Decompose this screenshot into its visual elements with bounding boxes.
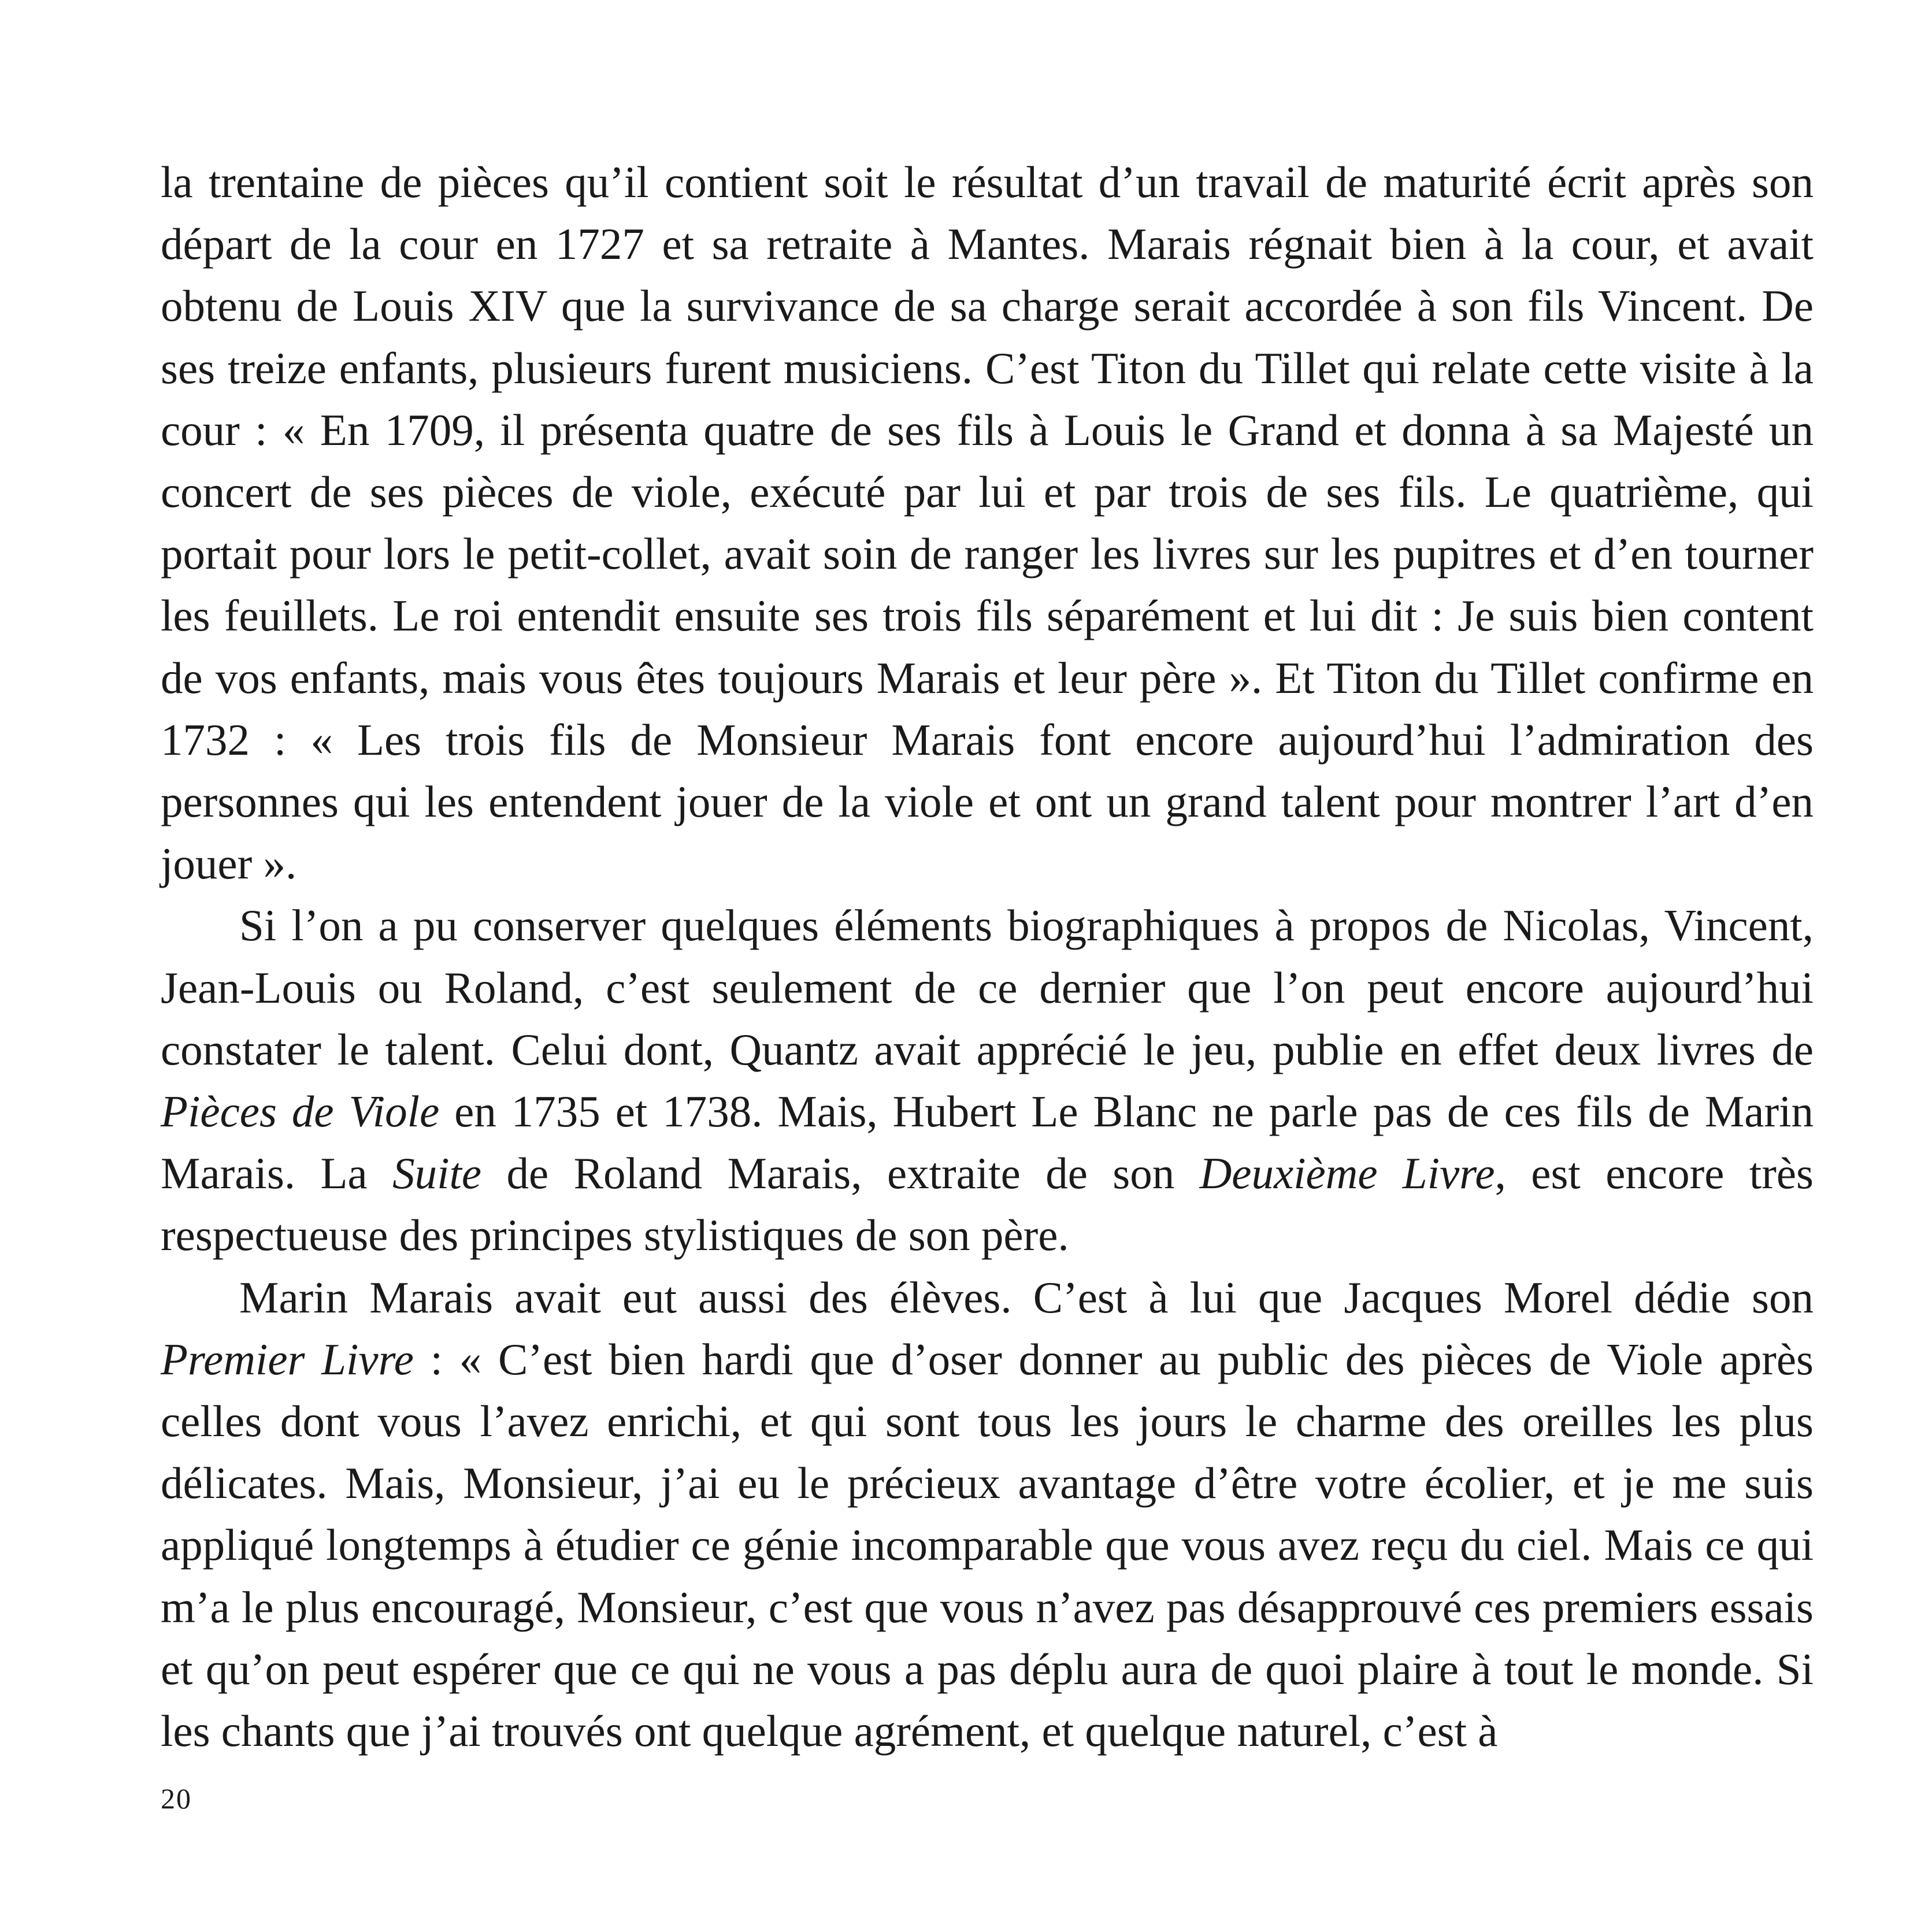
paragraph-2 bbox=[161, 895, 1814, 1266]
page-number: 20 bbox=[161, 1782, 192, 1815]
paragraph-text: Marin Marais avait eut aussi des élèves. C’est à lui que Jacques Morel dédie son bbox=[239, 1272, 1814, 1322]
paragraph-text: Si l’on a pu conserver quelques éléments biographiques à propos de Nicolas, Vincent, Jean-Louis ou Roland, c’est seulement de ce dernier que l’on peut encore aujourd’hui constater le talent. Celui dont, Quantz avait apprécié le jeu, publie en effet deux livres de bbox=[161, 900, 1814, 1074]
paragraph-1 bbox=[161, 151, 1814, 895]
paragraph-3 bbox=[161, 1267, 1814, 1763]
italic-title-premier-livre: Premier Livre bbox=[161, 1334, 414, 1384]
paragraph-text: de Roland Marais, extraite de son bbox=[481, 1148, 1200, 1199]
italic-title-pieces-de-viole: Pièces de Viole bbox=[161, 1086, 440, 1137]
italic-title-deuxieme-livre: Deuxième Livre bbox=[1199, 1148, 1495, 1199]
paragraph-text: , est encore très respectueuse des principes stylistiques de son père. bbox=[161, 1148, 1814, 1260]
italic-title-suite: Suite bbox=[392, 1148, 482, 1199]
paragraph-text: la trentaine de pièces qu’il contient soit le résultat d’un travail de maturité écrit après son départ de la cour en 1727 et sa retraite à Mantes. Marais régnait bien à la cour, et avait obtenu de Louis XIV que la survivance de sa charge serait accordée à son fils Vincent. De ses treize enfants, plusieurs furent musiciens. C’est Titon du Tillet qui relate cette visite à la cour : « En 1709, il présenta quatre de ses fils à Louis le Grand et donna à sa Majesté un concert de ses pièces de viole, exécuté par lui et par trois de ses fils. Le quatrième, qui portait pour lors le petit-collet, avait soin de ranger les livres sur les pupitres et d’en tourner les feuillets. Le roi entendit ensuite ses trois fils séparément et lui dit : Je suis bien content de vos enfants, mais vous êtes toujours Marais et leur père ». Et Titon du Tillet confirme en 1732 : « Les trois fils de Monsieur Marais font encore aujourd’hui l’admiration des personnes qui les entendent jouer de la viole et ont un grand talent pour montrer l’art d’en jouer ». bbox=[161, 157, 1814, 889]
paragraph-text: : « C’est bien hardi que d’oser donner au public des pièces de Viole après celles dont vous l’avez enrichi, et qui sont tous les jours le charme des oreilles les plus délicates. Mais, Monsieur, j’ai eu le précieux avantage d’être votre écolier, et je me suis appliqué longtemps à étudier ce génie incomparable que vous avez reçu du ciel. Mais ce qui m’a le plus encouragé, Monsieur, c’est que vous n’avez pas désapprouvé ces premiers essais et qu’on peut espérer que ce qui ne vous a pas déplu aura de quoi plaire à tout le monde. Si les chants que j’ai trouvés ont quelque agrément, et quelque naturel, c’est à bbox=[161, 1334, 1814, 1756]
page-body bbox=[161, 151, 1814, 1762]
paragraph-text: en 1735 et 1738. Mais, Hubert Le Blanc ne parle pas de ces fils de Marin Marais. La bbox=[161, 1086, 1814, 1199]
